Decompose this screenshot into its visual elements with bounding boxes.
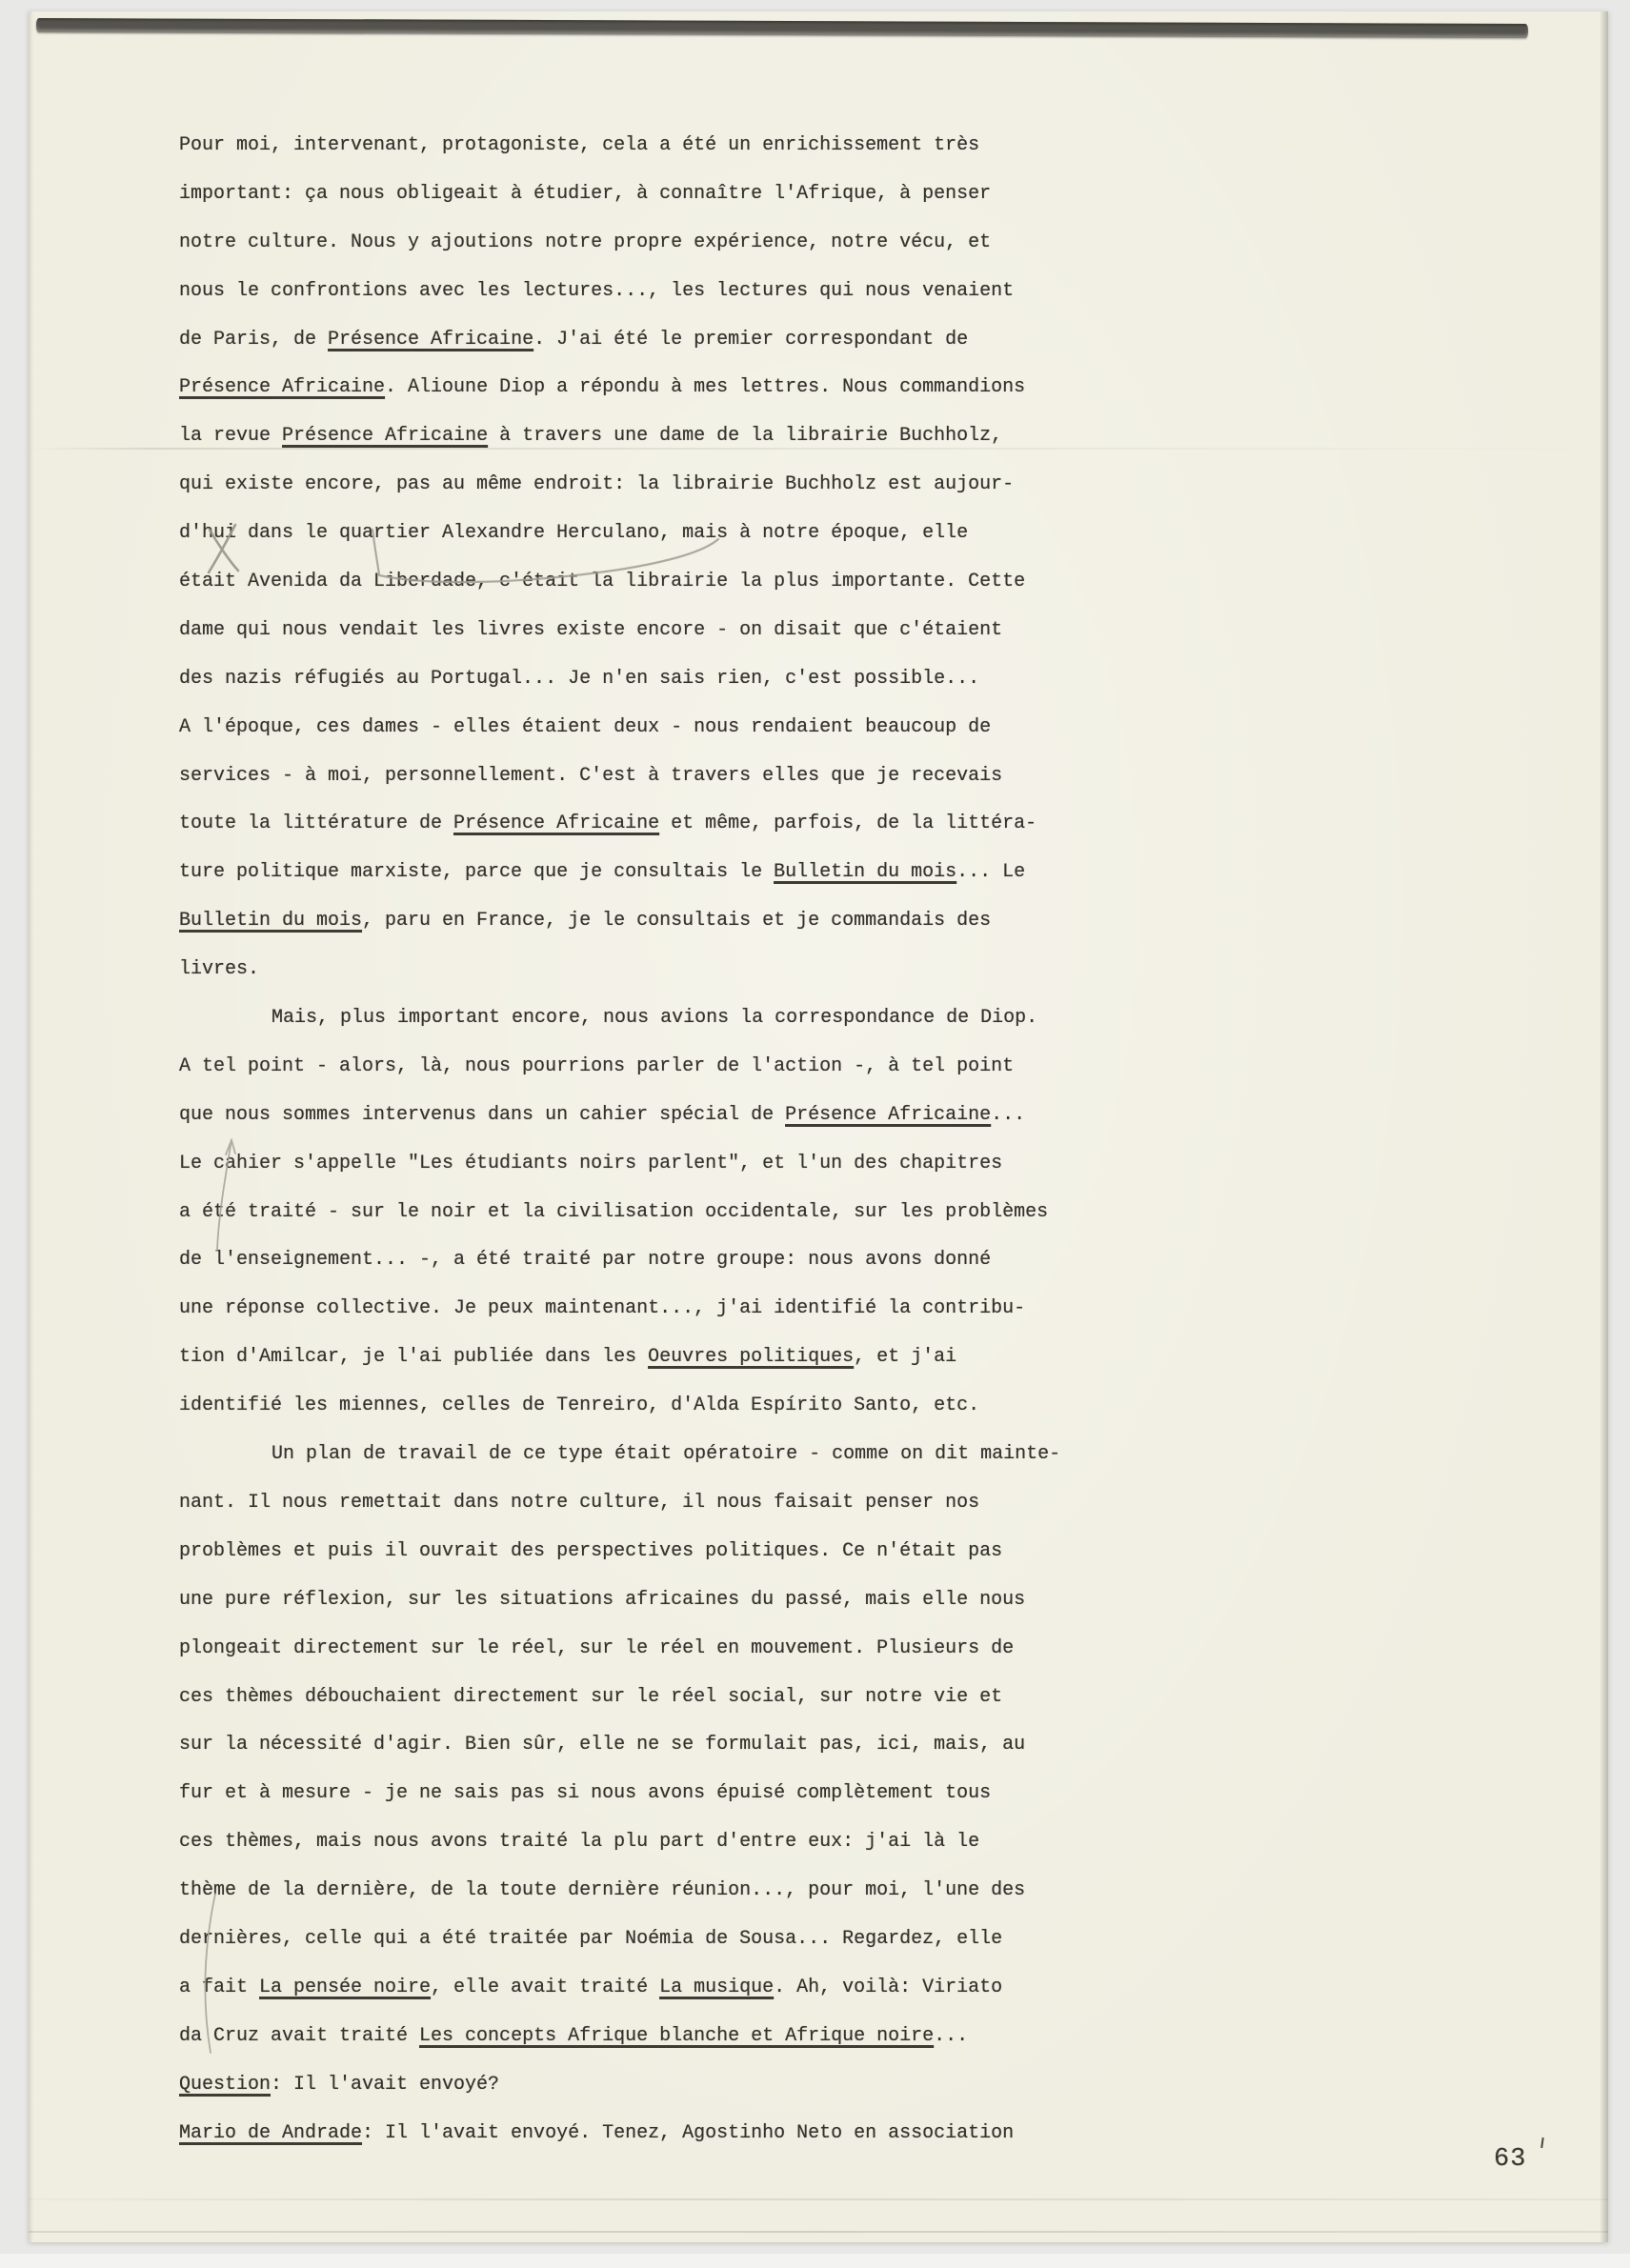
- paper-left-edge: [29, 11, 33, 2242]
- text-segment: nant. Il nous remettait dans notre culture, il nous faisait penser nos: [179, 1491, 980, 1514]
- underlined-text: Bulletin du mois: [774, 861, 957, 884]
- text-line: [179, 558, 1513, 607]
- text-line: [179, 849, 1513, 897]
- underlined-text: Présence Africaine: [328, 328, 534, 351]
- text-line: [179, 1285, 1513, 1334]
- text-line: [179, 1770, 1513, 1818]
- text-line: [179, 946, 1513, 994]
- text-segment: services - à moi, personnellement. C'est à travers elles que je recevais: [179, 764, 1003, 787]
- text-line: [179, 1576, 1513, 1625]
- text-segment: d'hui dans le quartier Alexandre Herculano, mais à notre époque, elle: [179, 522, 969, 545]
- text-line: [179, 1818, 1513, 1867]
- text-line: [179, 1092, 1513, 1140]
- text-line: [179, 1867, 1513, 1916]
- text-segment: à travers une dame de la librairie Buchholz,: [488, 425, 1003, 448]
- text-line: [179, 1140, 1513, 1189]
- underlined-text: La pensée noire: [259, 1976, 432, 1998]
- text-segment: de Paris, de: [179, 328, 329, 351]
- text-line: [179, 655, 1513, 704]
- text-line: [179, 122, 1513, 171]
- text-segment: notre culture. Nous y ajoutions notre propre expérience, notre vécu, et: [179, 231, 992, 253]
- scan-edge-strip: [36, 18, 1528, 38]
- stray-ink-tick: [1540, 2138, 1544, 2148]
- text-segment: Mais, plus important encore, nous avions la correspondance de Diop.: [272, 1007, 1038, 1030]
- text-line: [179, 1479, 1513, 1528]
- text-line: [179, 1674, 1513, 1722]
- underlined-text: Présence Africaine: [179, 376, 386, 399]
- text-line: [179, 510, 1513, 558]
- underlined-text: Bulletin du mois: [179, 910, 363, 933]
- text-line: [179, 994, 1513, 1043]
- text-segment: Pour moi, intervenant, protagoniste, cela a été un enrichissement très: [179, 134, 980, 156]
- text-segment: . J'ai été le premier correspondant de: [533, 328, 969, 351]
- text-segment: plongeait directement sur le réel, sur le réel en mouvement. Plusieurs de: [179, 1636, 1015, 1659]
- text-segment: ces thèmes débouchaient directement sur le réel social, sur notre vie et: [179, 1685, 1003, 1708]
- text-segment: da Cruz avait traité: [179, 2024, 420, 2047]
- text-line: [179, 1043, 1513, 1092]
- underlined-text: Question: [179, 2073, 272, 2096]
- text-line: [179, 800, 1513, 849]
- typewritten-text: [179, 122, 1513, 2158]
- text-segment: dernières, celle qui a été traitée par Noémia de Sousa... Regardez, elle: [179, 1927, 1003, 1950]
- text-segment: . Ah, voilà: Viriato: [774, 1976, 1003, 1998]
- text-segment: A l'époque, ces dames - elles étaient deux - nous rendaient beaucoup de: [179, 715, 992, 738]
- text-line: [179, 268, 1513, 316]
- text-segment: ces thèmes, mais nous avons traité la plu part d'entre eux: j'ai là le: [179, 1831, 980, 1854]
- paper: [29, 11, 1608, 2242]
- text-line: [179, 1236, 1513, 1285]
- text-segment: a fait: [179, 1976, 260, 1998]
- text-segment: ...: [934, 2024, 969, 2047]
- underlined-text: Les concepts Afrique blanche et Afrique noire: [419, 2024, 935, 2047]
- text-segment: la revue: [179, 425, 283, 448]
- text-segment: , elle avait traité: [431, 1976, 660, 1998]
- text-line: [179, 316, 1513, 365]
- text-segment: dame qui nous vendait les livres existe encore - on disait que c'étaient: [179, 618, 1003, 641]
- text-line: [179, 171, 1513, 219]
- text-line: [179, 1431, 1513, 1479]
- text-segment: a été traité - sur le noir et la civilisation occidentale, sur les problèmes: [179, 1200, 1049, 1223]
- text-segment: que nous sommes intervenus dans un cahier spécial de: [179, 1103, 786, 1126]
- scanner-background: [0, 2254, 1630, 2268]
- text-segment: et même, parfois, de la littéra-: [659, 813, 1037, 835]
- text-line: [179, 607, 1513, 655]
- text-line: [179, 1334, 1513, 1382]
- text-line: [179, 1964, 1513, 2013]
- text-line: [179, 1382, 1513, 1431]
- text-line: [179, 1625, 1513, 1674]
- text-segment: , et j'ai: [854, 1346, 957, 1369]
- page-number: 63: [1494, 2145, 1527, 2174]
- text-segment: toute la littérature de: [179, 813, 454, 835]
- text-segment: qui existe encore, pas au même endroit: la librairie Buchholz est aujour-: [179, 473, 1015, 496]
- underlined-text: Présence Africaine: [282, 425, 489, 448]
- text-segment: de l'enseignement... -, a été traité par notre groupe: nous avons donné: [179, 1249, 992, 1272]
- text-line: [179, 897, 1513, 946]
- text-line: [179, 2061, 1513, 2110]
- text-segment: , paru en France, je le consultais et je commandais des: [362, 910, 992, 933]
- text-line: [179, 753, 1513, 801]
- underlined-text: Présence Africaine: [453, 813, 660, 835]
- text-segment: livres.: [179, 958, 260, 981]
- underlined-text: Mario de Andrade: [179, 2121, 363, 2144]
- underlined-text: Oeuvres politiques: [648, 1346, 855, 1369]
- text-segment: une réponse collective. Je peux maintenant..., j'ai identifié la contribu-: [179, 1297, 1026, 1320]
- text-line: [179, 364, 1513, 412]
- text-segment: problèmes et puis il ouvrait des perspectives politiques. Ce n'était pas: [179, 1539, 1003, 1562]
- text-segment: fur et à mesure - je ne sais pas si nous avons épuisé complètement tous: [179, 1782, 992, 1805]
- text-segment: : Il l'avait envoyé. Tenez, Agostinho Neto en association: [362, 2121, 1015, 2144]
- text-line: [179, 412, 1513, 461]
- underlined-text: La musique: [659, 1976, 775, 1998]
- underlined-text: Présence Africaine: [785, 1103, 992, 1126]
- text-line: [179, 1721, 1513, 1770]
- text-line: [179, 1916, 1513, 1964]
- text-line: [179, 461, 1513, 510]
- text-line: [179, 219, 1513, 268]
- text-segment: ture politique marxiste, parce que je consultais le: [179, 861, 775, 884]
- text-segment: sur la nécessité d'agir. Bien sûr, elle ne se formulait pas, ici, mais, au: [179, 1734, 1026, 1756]
- text-segment: . Alioune Diop a répondu à mes lettres. Nous commandions: [385, 376, 1026, 399]
- text-segment: A tel point - alors, là, nous pourrions parler de l'action -, à tel point: [179, 1054, 1015, 1077]
- text-segment: nous le confrontions avec les lectures..., les lectures qui nous venaient: [179, 279, 1015, 302]
- text-line: [179, 2110, 1513, 2158]
- text-segment: des nazis réfugiés au Portugal... Je n'en sais rien, c'est possible...: [179, 667, 980, 690]
- text-segment: une pure réflexion, sur les situations africaines du passé, mais elle nous: [179, 1588, 1026, 1611]
- text-segment: thème de la dernière, de la toute dernière réunion..., pour moi, l'une des: [179, 1879, 1026, 1902]
- paper-right-edge: [1600, 11, 1608, 2242]
- text-segment: ... Le: [956, 861, 1026, 884]
- text-segment: important: ça nous obligeait à étudier, à connaître l'Afrique, à penser: [179, 182, 992, 205]
- text-segment: Le cahier s'appelle "Les étudiants noirs parlent", et l'un des chapitres: [179, 1152, 1003, 1174]
- text-segment: : Il l'avait envoyé?: [271, 2073, 500, 2096]
- text-segment: Un plan de travail de ce type était opératoire - comme on dit mainte-: [272, 1443, 1061, 1466]
- text-line: [179, 2013, 1513, 2061]
- fold-line: [29, 2198, 1608, 2200]
- text-segment: tion d'Amilcar, je l'ai publiée dans les: [179, 1346, 649, 1369]
- text-segment: identifié les miennes, celles de Tenreiro, d'Alda Espírito Santo, etc.: [179, 1395, 980, 1417]
- text-segment: était Avenida da Liberdade, c'était la librairie la plus importante. Cette: [179, 571, 1026, 593]
- text-line: [179, 704, 1513, 753]
- text-line: [179, 1528, 1513, 1576]
- text-line: [179, 1189, 1513, 1237]
- paper-bottom-edge: [29, 2231, 1608, 2233]
- text-segment: ...: [991, 1103, 1026, 1126]
